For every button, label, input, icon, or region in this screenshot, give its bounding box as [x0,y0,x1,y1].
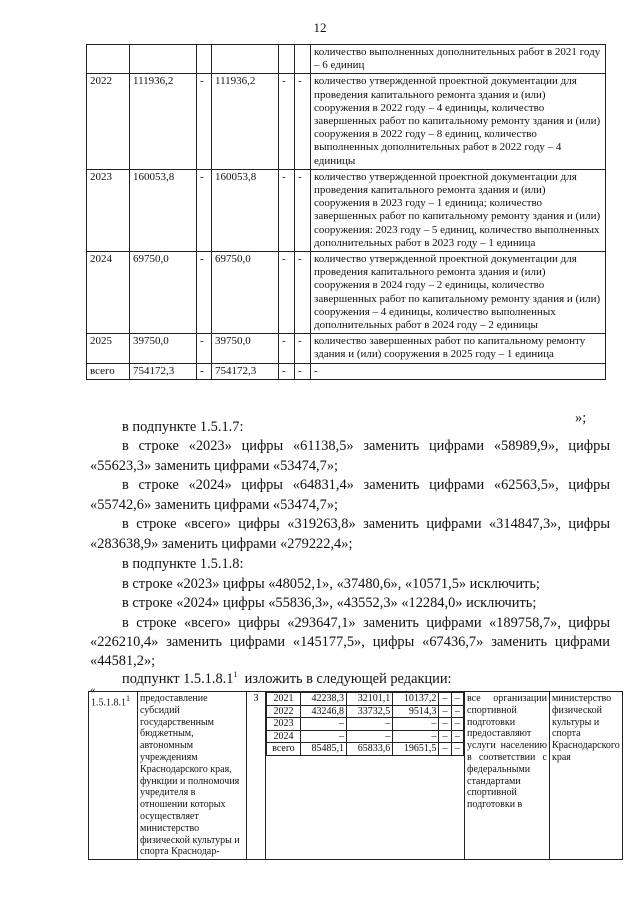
finance-cell-year: 2022 [267,705,301,718]
body-paragraph: в строке «2023» цифры «48052,1», «37480,6», «10571,5» исключить; [122,576,540,592]
table-cell-year: 2023 [87,169,130,251]
finance-cell-total: 43246,8 [300,705,346,718]
num-cell: 3 [247,692,266,860]
table-cell-desc: количество утвержденной проектной документации для проведения капитального ремонта здания и (или) сооружения в 2024 году – 2 единицы, количество завершенных работ по капитальному ремонту здания и (или) сооружения – 4 единицы, количество выполненных дополнительных работ в 2024 году – 2 единицы [311,252,606,334]
body-paragraph: «55742,6» заменить цифрами «53474,7»; [90,497,339,513]
body-paragraph: в подпункте 1.5.1.7: [122,419,244,435]
finance-cell-total: – [300,718,346,731]
finance-cell-a: 65833,6 [347,743,393,756]
description-cell: предоставление субсидий государственным бюджетным, автономным учреждениям Краснодарского края, функции и полномочия учредителя в отношении которых осуществляет министерство физической культуры и спорта Краснодар- [138,692,247,860]
table-cell-c6: - [295,74,311,169]
subpoint-table [88,691,623,860]
body-paragraph: в строке «2024» цифры «64831,4» заменить цифрами «62563,5», цифры [122,477,610,493]
finance-row [267,730,464,743]
code-cell: 1.5.1.8.1$^1$ [89,692,138,860]
table-cell-c5: - [279,334,295,363]
table-row [87,169,606,251]
finance-cell-total: 42238,3 [300,693,346,706]
table-cell-c4: 39750,0 [212,334,279,363]
table-cell-c5: - [279,363,295,379]
body-paragraph: в подпункте 1.5.1.8: [122,556,244,572]
table-cell-total: 754172,3 [130,363,197,379]
executor-cell: министерство физической культуры и спорта Краснодарского края [550,692,623,860]
finance-cell-year: всего [267,743,301,756]
table-row [87,74,606,169]
table-cell-c4: 754172,3 [212,363,279,379]
finance-cell-year: 2021 [267,693,301,706]
finance-cell-d: – [451,693,463,706]
finance-cell-c: – [439,705,451,718]
finance-cell [266,692,465,860]
table-cell-c6: - [295,363,311,379]
table-cell-c4: 111936,2 [212,74,279,169]
body-paragraph: «55623,3» заменить цифрами «53474,7»; [90,458,339,474]
finance-cell-b: – [393,730,439,743]
table-cell-c3: - [197,169,212,251]
table-cell-c6: - [295,169,311,251]
finance-cell-a: 33732,5 [347,705,393,718]
finance-cell-year: 2024 [267,730,301,743]
table-cell-c4: 69750,0 [212,252,279,334]
table-cell-c3: - [197,363,212,379]
subpoint-intro: подпункт 1.5.1.8.1$^1$ изложить в следующей редакции: [122,670,452,687]
finance-cell-a: 32101,1 [347,693,393,706]
finance-cell-d: – [451,730,463,743]
finance-cell-b: – [393,718,439,731]
open-quote: « [90,684,96,696]
program-table-continued [86,44,606,380]
table-cell-c3: - [197,74,212,169]
finance-row [267,718,464,731]
table-cell-desc: количество утвержденной проектной документации для проведения капитального ремонта здания и (или) сооружения в 2023 году – 1 единица; количество завершенных работ по капитальному ремонту здания и (или) сооружения: 2023 году – 5 единиц, количество выполненных дополнительных работ в 2023 году – 1 единица [311,169,606,251]
table-cell-desc: количество утвержденной проектной документации для проведения капитального ремонта здания и (или) сооружения в 2022 году – 4 единицы, количество завершенных работ по капитальному ремонту здания и (или) сооружения в 2022 году – 8 единиц, количество выполненных дополнительных работ в 2022 году – 4 единицы [311,74,606,169]
table-cell-total: 69750,0 [130,252,197,334]
table-row [87,252,606,334]
body-paragraph: в строке «2024» цифры «55836,3», «43552,3» «12284,0» исключить; [122,595,537,611]
finance-cell-total: – [300,730,346,743]
table-cell-c3: - [197,252,212,334]
finance-row [267,705,464,718]
finance-cell-year: 2023 [267,718,301,731]
table-cell-year: 2022 [87,74,130,169]
table-cell-total: 111936,2 [130,74,197,169]
finance-table [266,692,464,756]
table-cell-year: 2024 [87,252,130,334]
finance-cell-d: – [451,718,463,731]
table-cell-c4: 160053,8 [212,169,279,251]
table-cell-total: 39750,0 [130,334,197,363]
table-row [87,334,606,363]
table-cell-c5: - [279,74,295,169]
table-row [89,692,623,860]
table-cell-c6: - [295,252,311,334]
finance-row [267,743,464,756]
body-paragraph: «44581,2»; [90,653,156,669]
finance-cell-b: 9514,3 [393,705,439,718]
finance-cell-d: – [451,705,463,718]
body-paragraph: «283638,9» заменить цифрами «279222,4»; [90,536,353,552]
table-cell-desc: количество завершенных работ по капитальному ремонту здания и (или) сооружения в 2025 году – 1 единица [311,334,606,363]
finance-cell-c: – [439,730,451,743]
finance-cell-a: – [347,730,393,743]
body-paragraph: в строке «всего» цифры «319263,8» заменить цифрами «314847,3», цифры [122,516,610,532]
finance-cell-a: – [347,718,393,731]
finance-cell-c: – [439,743,451,756]
finance-cell-total: 85485,1 [300,743,346,756]
table-cell-c5: - [279,252,295,334]
finance-cell-b: 19651,5 [393,743,439,756]
body-paragraph: «226210,4» заменить цифрами «145177,5», цифры «67436,7» заменить цифрами [90,634,610,650]
closing-quote: »; [575,410,587,426]
body-paragraph: в строке «2023» цифры «61138,5» заменить цифрами «58989,9», цифры [122,438,610,454]
finance-cell-c: – [439,693,451,706]
table-cell-year: всего [87,363,130,379]
result-cell: все организации спортивной подготовки предоставляют услуги населению в соответствии с федеральными стандартами спортивной подготовки в [465,692,550,860]
table-row [87,45,606,74]
table-cell-c6: - [295,334,311,363]
finance-cell-c: – [439,718,451,731]
page-number: 12 [313,20,327,35]
table-cell-year: 2025 [87,334,130,363]
finance-cell-b: 10137,2 [393,693,439,706]
table-cell-desc: - [311,363,606,379]
table-cell-c5: - [279,169,295,251]
table-cell-total: 160053,8 [130,169,197,251]
result-cell: количество выполненных дополнительных работ в 2021 году – 6 единиц [311,45,606,74]
finance-cell-d: – [451,743,463,756]
body-paragraph: в строке «всего» цифры «293647,1» заменить цифрами «189758,7», цифры [122,615,610,631]
finance-row [267,693,464,706]
table-cell-c3: - [197,334,212,363]
table-row [87,363,606,379]
